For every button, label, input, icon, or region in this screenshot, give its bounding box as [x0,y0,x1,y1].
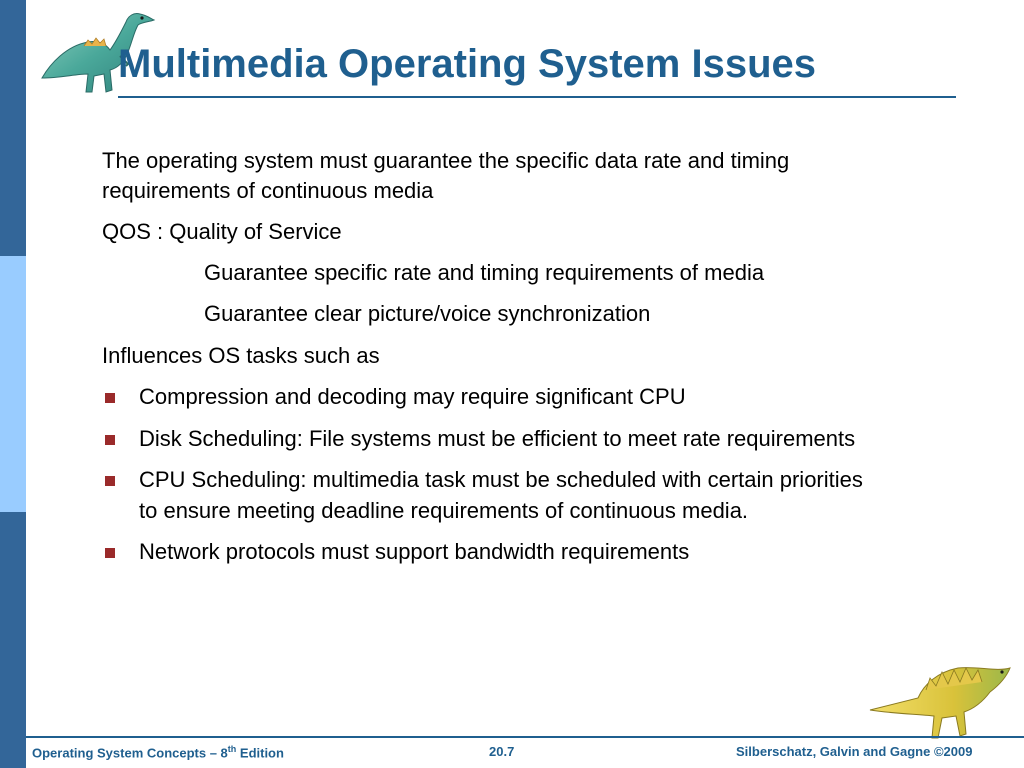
slide-sidebar [0,0,26,768]
body-line: requirements of continuous media [102,178,434,203]
bullet-item-continuation: to ensure meeting deadline requirements of continuous media. [139,498,749,523]
bullet-item: Network protocols must support bandwidth requirements [139,539,690,564]
body-line: Influences OS tasks such as [102,343,380,368]
footer-slide-number: 20.7 [489,744,515,759]
sidebar-middle-block [0,256,26,512]
body-line-indented: Guarantee clear picture/voice synchronization [204,301,651,326]
bullet-item: Compression and decoding may require significant CPU [139,384,686,409]
footer-book-title [32,744,284,760]
bullet-square-icon [105,393,115,403]
footer-authors: Silberschatz, Galvin and Gagne ©2009 [736,744,973,759]
bullet-square-icon [105,548,115,558]
footer-book-title-prefix: Operating System Concepts – 8 [32,745,228,761]
dinosaur-icon [866,658,1016,744]
bullet-square-icon [105,435,115,445]
title-divider [118,96,956,98]
footer-edition-superscript: th [227,744,237,754]
footer-divider [26,736,1024,738]
bullet-square-icon [105,476,115,486]
footer-book-title-suffix: Edition [236,745,284,761]
body-line-indented: Guarantee specific rate and timing requirements of media [204,260,765,285]
body-line: QOS : Quality of Service [102,219,342,244]
slide-title: Multimedia Operating System Issues [118,42,816,86]
sidebar-bottom-block [0,512,26,768]
body-line: The operating system must guarantee the specific data rate and timing [102,148,790,173]
bullet-item: CPU Scheduling: multimedia task must be scheduled with certain priorities [139,467,863,492]
sidebar-top-block [0,0,26,256]
bullet-item: Disk Scheduling: File systems must be efficient to meet rate requirements [139,426,856,451]
